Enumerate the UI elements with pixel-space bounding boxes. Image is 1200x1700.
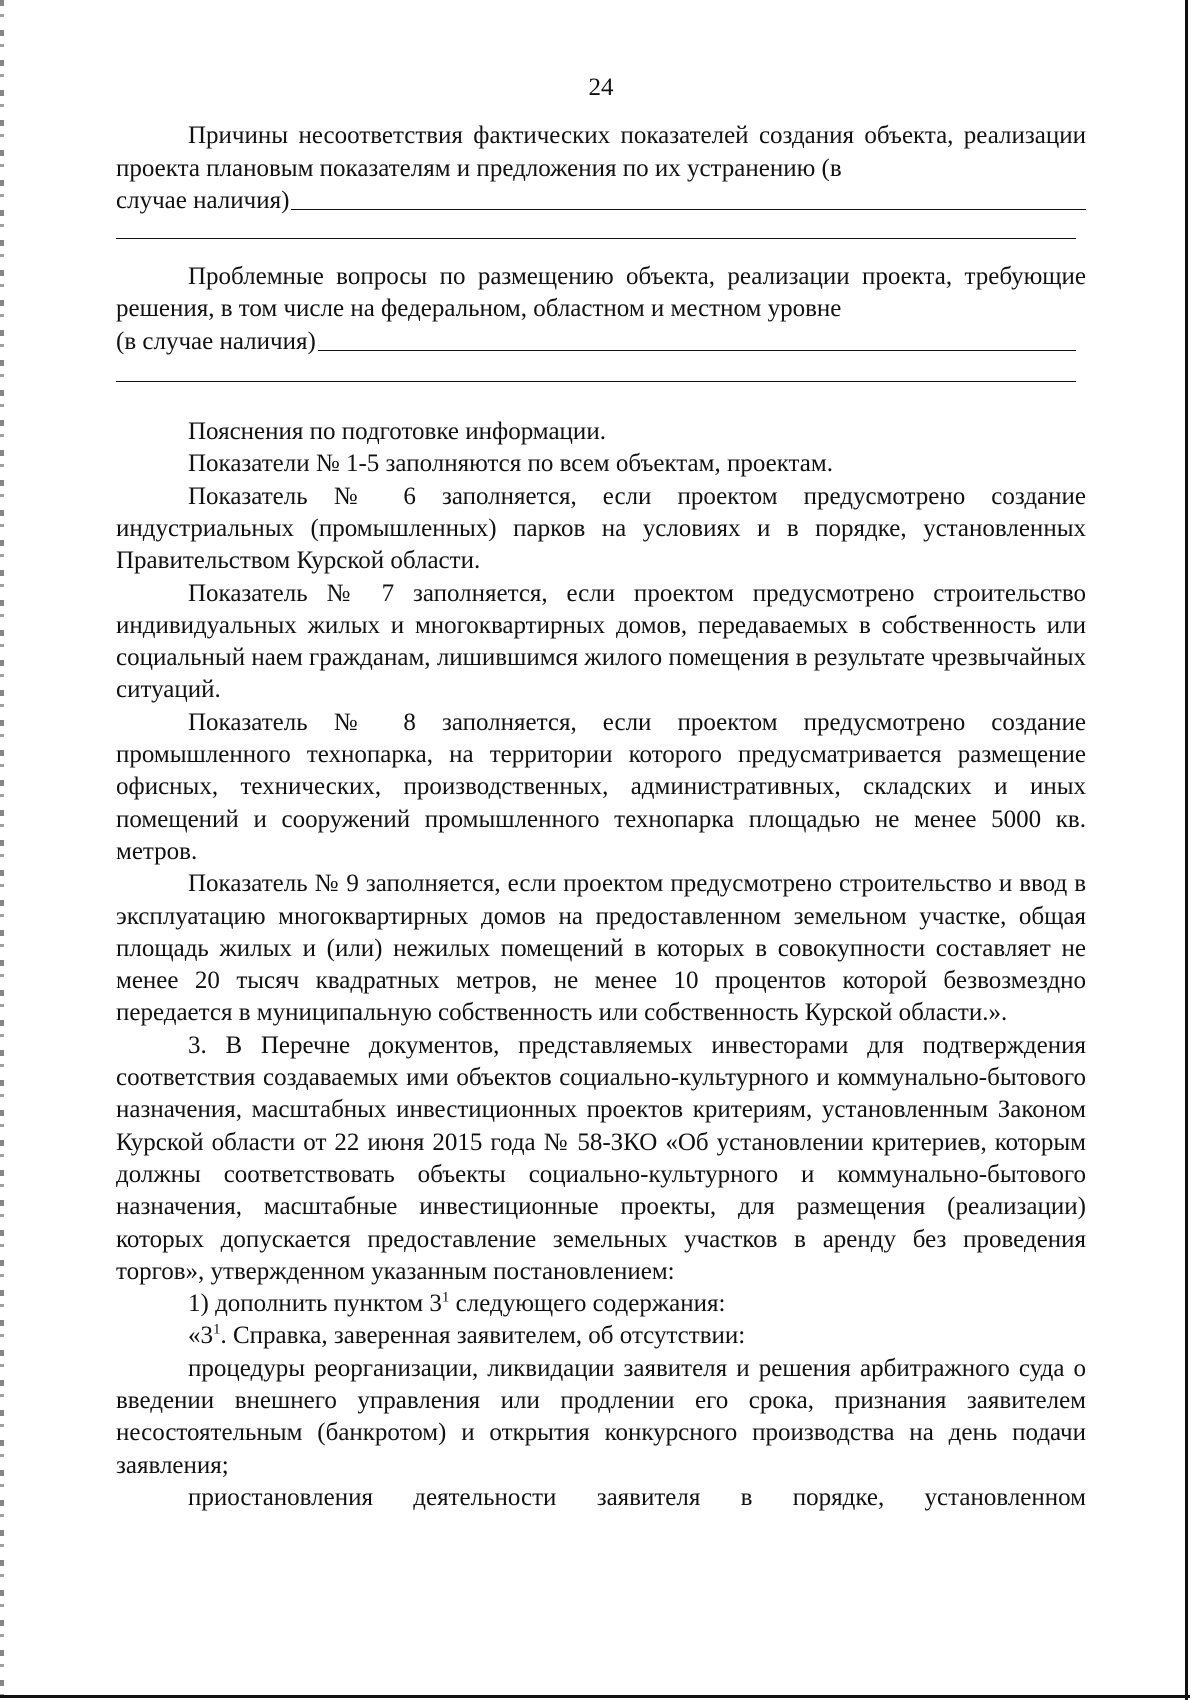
subitem-1-sup: 1 [441,1289,450,1306]
point-3-text: 3. В Перечне документов, представляемых инвесторами для подтверждения соответствия создаваемых ими объектов социально-культурного и коммунально-бытового назначения, масштабных инвестиционных проектов критериям, установленным Законом Курской области от 22 июня 2015 года № 58-ЗКО «Об установлении критериев, которым должны соответствовать объекты социально-культурного и коммунально-бытового назначения, масштабные инвестиционные проекты, для размещения (реализации) которых допускается предоставление земельных участков в аренду без проведения торгов», утвержденном указанным постановлением: [116,1031,1086,1285]
discrepancy-reasons-extra-line [116,237,1076,239]
problem-issues-extra-line [116,380,1076,382]
problem-issues-field-row [116,326,1086,358]
subitem-1-suffix: следующего содержания: [449,1290,726,1318]
subitem-1-prefix: 1) дополнить пунктом 3 [188,1290,442,1318]
discrepancy-reasons-text: Причины несоответствия фактических показателей создания объекта, реализации проекта плановым показателям и предложения по их устранению (в [116,122,1086,182]
scan-edge-bottom [0,1695,1190,1698]
scan-edge-left [0,0,4,1700]
problem-issues-fill-line [318,349,1076,351]
quote-suffix: . Справка, заверенная заявителем, об отсутствии: [220,1322,746,1350]
explanations-heading: Пояснения по подготовке информации. [188,418,606,446]
discrepancy-reasons-label: случае наличия) [116,186,290,214]
problem-issues-text: Проблемные вопросы по размещению объекта, реализации проекта, требующие решения, в том числе на федеральном, областном и местном уровне [116,263,1086,323]
point-3-paragraph-a: процедуры реорганизации, ликвидации заявителя и решения арбитражного суда о введении внешнего управления или продлении его срока, признания заявителем несостоятельным (банкротом) и открытия конкурсного производства на день подачи заявления; [116,1354,1086,1479]
scan-edge-right [1185,0,1188,1700]
explanation-item: Показатель № 6 заполняется, если проектом предусмотрено создание индустриальных (промышленных) парков на условиях и в порядке, установленных Правительством Курской области. [116,482,1086,575]
discrepancy-reasons-field-row [116,185,1086,217]
explanation-item: Показатель № 7 заполняется, если проектом предусмотрено строительство индивидуальных жилых и многоквартирных домов, передаваемых в собственность или социальный наем гражданам, лишившимся жилого помещения в результате чрезвычайных ситуаций. [116,579,1086,704]
point-3-paragraph-b: приостановления деятельности заявителя в порядке, установленном [188,1483,1086,1511]
explanation-item: Показатель № 9 заполняется, если проектом предусмотрено строительство и ввод в эксплуатацию многоквартирных домов на предоставленном земельном участке, общая площадь жилых и (или) нежилых помещений в которых в совокупности составляет не менее 20 тысяч квадратных метров, не менее 10 процентов которой безвозмездно передается в муниципальную собственность или собственность Курской области.». [116,870,1086,1027]
explanation-item: Показатель № 8 заполняется, если проектом предусмотрено создание промышленного технопарка, на территории которого предусматривается размещение офисных, технических, производственных, административных, складских и иных помещений и сооружений промышленного технопарка площадью не менее 5000 кв. метров. [116,708,1086,865]
section-explanations [116,416,1086,1030]
problem-issues-label: (в случае наличия) [116,327,316,355]
discrepancy-reasons-fill-line [291,208,1086,210]
point-3-quote-heading [116,1320,1086,1352]
quote-sup: 1 [213,1322,221,1339]
section-problem-issues [116,261,1086,382]
page-number: 24 [588,74,614,101]
section-discrepancy-reasons [116,120,1086,239]
point-3-subitem-1 [116,1288,1086,1320]
quote-prefix: «3 [188,1322,213,1350]
section-point-3 [116,1030,1086,1514]
document-page [116,72,1086,1514]
explanation-item: Показатели № 1-5 заполняются по всем объектам, проектам. [188,450,833,478]
